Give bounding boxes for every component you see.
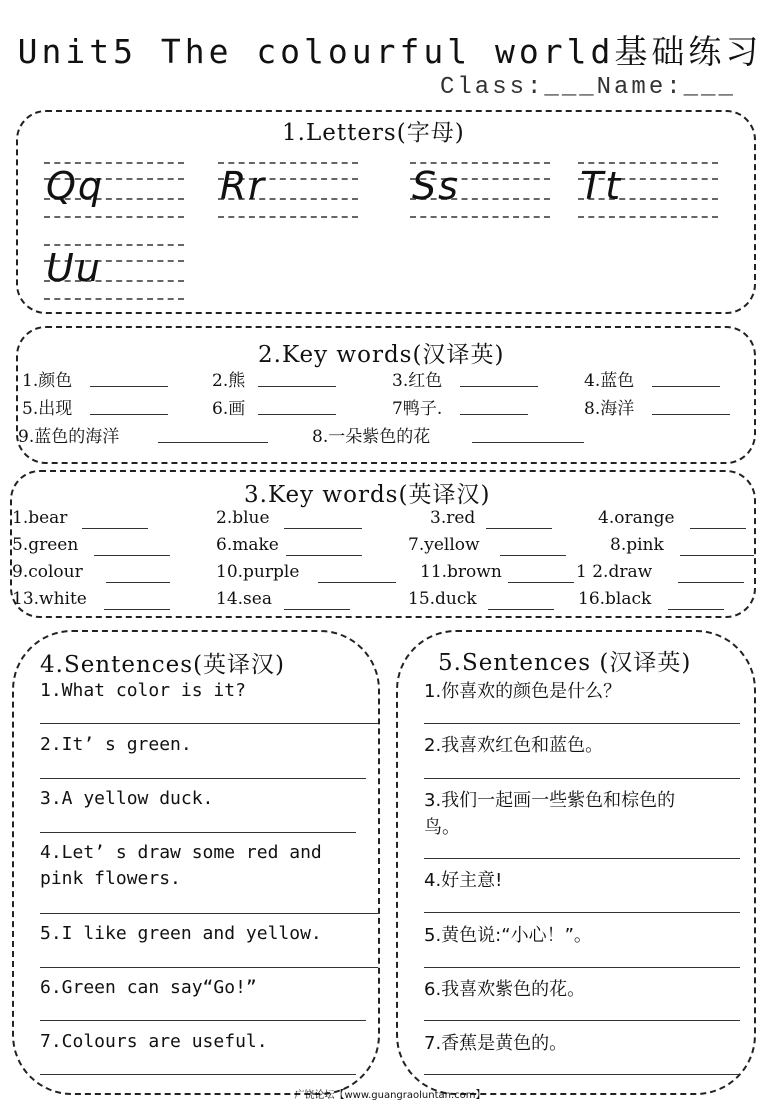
sentence-item: 5.I like green and yellow.: [40, 923, 322, 944]
sentence-item: 1.你喜欢的颜色是什么？: [424, 681, 622, 702]
word-item: 4.orange: [598, 508, 675, 528]
word-item: 1.bear: [12, 508, 68, 528]
sentence-item: 6.我喜欢紫色的花。: [424, 979, 586, 1000]
letter-practice-rr: [218, 160, 358, 220]
sentence-item: 4.好主意!: [424, 870, 503, 891]
word-item: 10.purple: [216, 562, 300, 582]
word-item: 8.pink: [610, 535, 664, 555]
word-item: 2.blue: [216, 508, 270, 528]
word-item: 6.画: [212, 399, 246, 419]
word-item: 7.yellow: [408, 535, 480, 555]
sentence-item: 5.黄色说:“小心！”。: [424, 925, 592, 946]
word-item: 13.white: [12, 589, 87, 609]
sentence-item: 4.Let’ s draw some red and: [40, 842, 322, 863]
sentence-item: 2.我喜欢红色和蓝色。: [424, 735, 604, 756]
class-name-line: Class:___Name:___: [440, 74, 736, 101]
word-item: 8.一朵紫色的花: [312, 427, 431, 447]
word-item: 16.black: [578, 589, 652, 609]
letter-practice-uu: [44, 242, 184, 302]
sentences-en-cn-title: 4.Sentences(英译汉): [40, 652, 286, 678]
letters-section-title: 1.Letters(字母): [282, 120, 465, 146]
letter-practice-qq: [44, 160, 184, 220]
letter-glyph: Rr: [220, 164, 267, 208]
word-item: 8.海洋: [584, 399, 635, 419]
letter-glyph: Qq: [46, 164, 105, 208]
keywords-en-cn-title: 3.Key words(英译汉): [244, 482, 491, 508]
letter-glyph: Ss: [412, 164, 460, 208]
word-item: 4.蓝色: [584, 371, 635, 391]
word-item: 9.蓝色的海洋: [18, 427, 120, 447]
word-item: 7鸭子.: [392, 399, 443, 419]
sentences-cn-en-title: 5.Sentences (汉译英): [438, 650, 692, 676]
sentence-item: 1.What color is it?: [40, 680, 246, 701]
word-item: 5.green: [12, 535, 79, 555]
word-item: 5.出现: [22, 399, 73, 419]
word-item: 14.sea: [216, 589, 272, 609]
sentence-item: 3.A yellow duck.: [40, 788, 214, 809]
sentence-item: 3.我们一起画一些紫色和棕色的: [424, 790, 676, 811]
worksheet-title: Unit5 The colourful world基础练习: [17, 32, 763, 71]
footer-watermark: 广饶论坛【www.guangraoluntan.com】: [294, 1090, 486, 1101]
letter-practice-tt: [578, 160, 718, 220]
word-item: 3.红色: [392, 371, 443, 391]
word-item: 2.熊: [212, 371, 246, 391]
word-item: 1.颜色: [22, 371, 73, 391]
word-item: 3.red: [430, 508, 476, 528]
word-item: 11.brown: [420, 562, 502, 582]
word-item: 15.duck: [408, 589, 477, 609]
letter-practice-ss: [410, 160, 550, 220]
word-item: 9.colour: [12, 562, 83, 582]
sentence-item: 7.Colours are useful.: [40, 1031, 268, 1052]
letter-glyph: Tt: [580, 164, 623, 208]
sentence-item: 7.香蕉是黄色的。: [424, 1033, 568, 1054]
sentence-item: 2.It’ s green.: [40, 734, 192, 755]
sentence-item: 6.Green can say“Go!”: [40, 977, 257, 998]
keywords-cn-en-title: 2.Key words(汉译英): [258, 342, 505, 368]
letter-glyph: Uu: [46, 246, 102, 290]
sentence-item: pink flowers.: [40, 868, 181, 889]
word-item: 6.make: [216, 535, 279, 555]
word-item: 1 2.draw: [576, 562, 653, 582]
sentence-item: 鸟。: [424, 817, 460, 838]
